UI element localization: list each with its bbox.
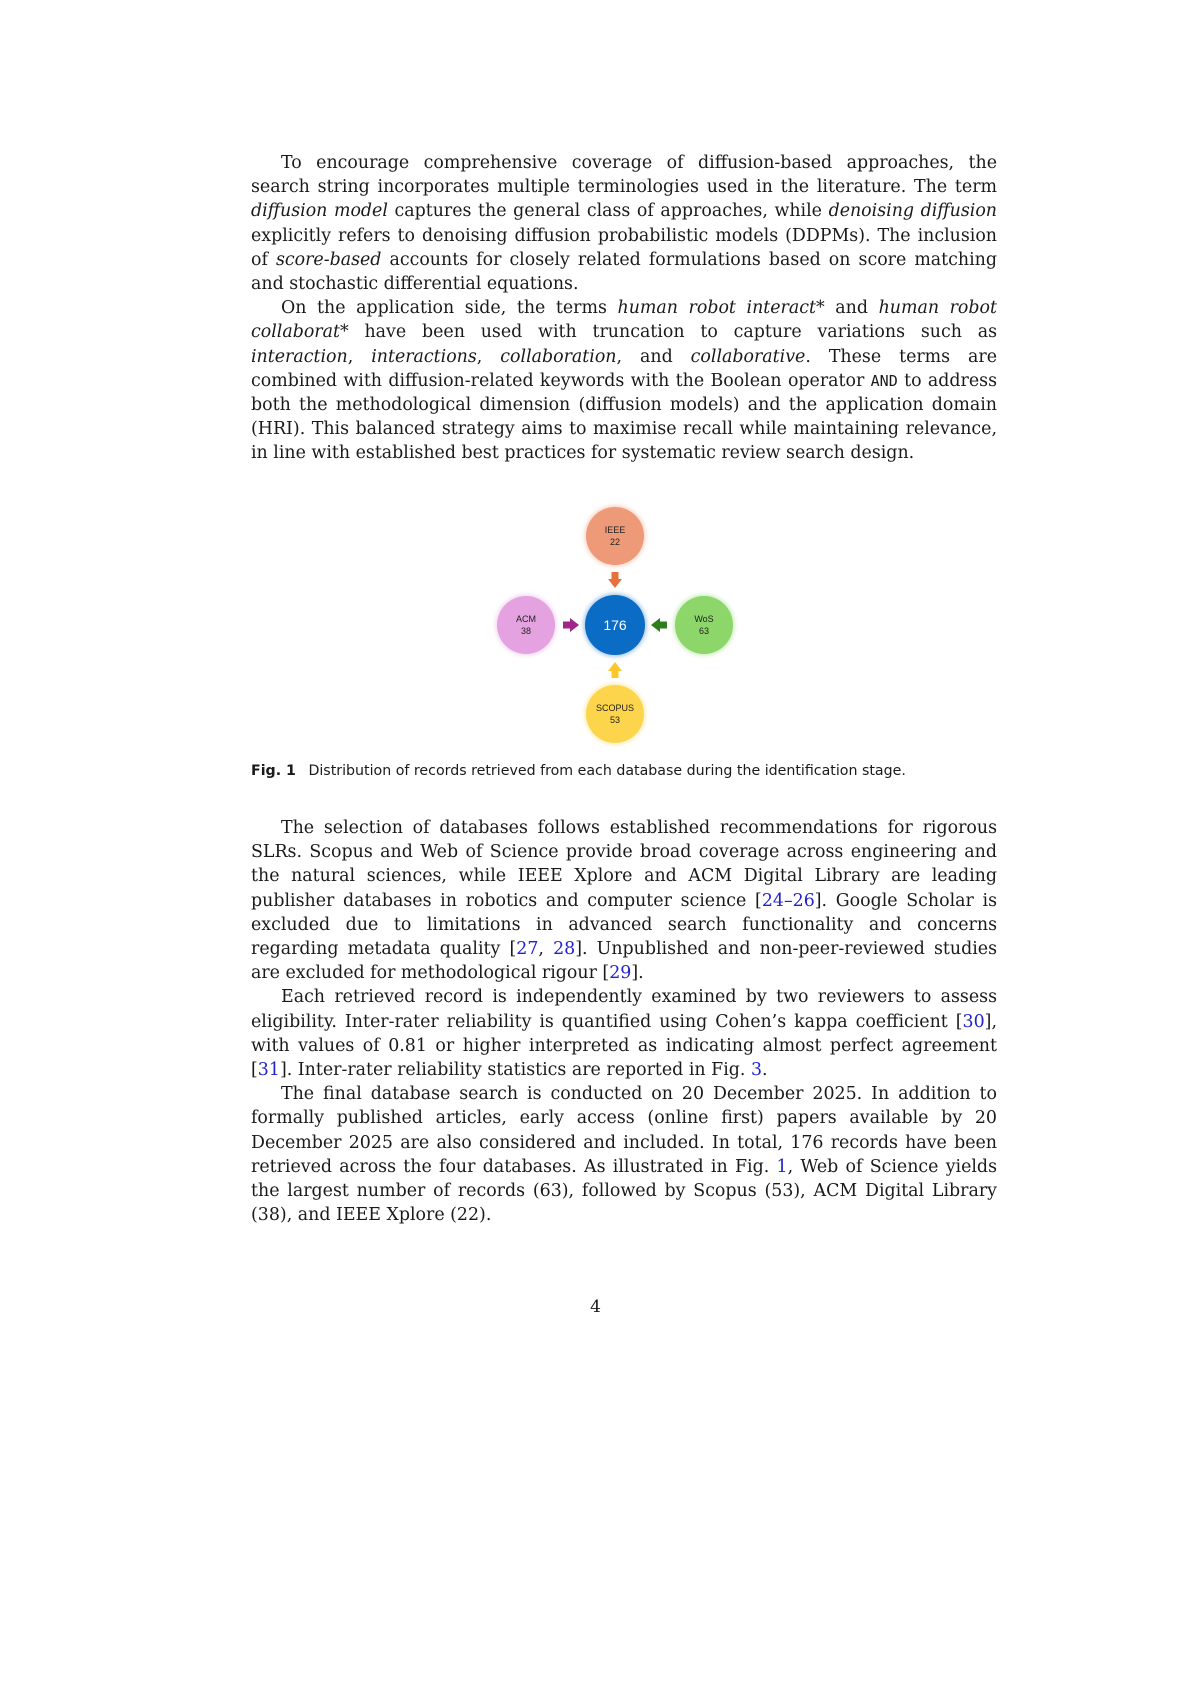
emphasis-term: diffusion model (251, 201, 388, 222)
node-circle (586, 507, 644, 565)
emphasis-term: score-based (275, 249, 382, 270)
emphasis-term: collaborative (690, 346, 806, 367)
text-segment: captures the general class of approaches, while (387, 201, 829, 222)
paragraph-final-search (251, 1082, 997, 1227)
node-name-label: SCOPUS (595, 703, 635, 713)
text-segment: The final database search is conducted on 20 December 2025. In addition to formally published articles, early access (online first) papers available by 20 December 2025 are also considered and included. In total, 176 records have been retrieved across the four databases. As illustrated in Fig. (251, 1084, 997, 1177)
emphasis-term: denoising diffusion (828, 201, 997, 222)
text-segment: ]. Unpublished and non-peer-reviewed studies are excluded for methodological rigour [ (251, 939, 998, 984)
text-segment: ], with values of 0.81 or higher interpreted as indicating almost perfect agreement [ (251, 1011, 997, 1081)
total-records-node (584, 594, 647, 657)
arrow-ieee-to-center (608, 572, 622, 588)
text-segment: On the application side, the terms (281, 298, 618, 319)
text-block-top (251, 151, 997, 466)
text-segment: ]. Inter-rater reliability statistics are reported in Fig. (279, 1060, 751, 1081)
emphasis-term: interaction (251, 346, 348, 367)
emphasis-term: interactions (371, 346, 477, 367)
citation-link[interactable]: 1 (776, 1156, 788, 1177)
figure-diagram (480, 495, 750, 755)
node-circle (675, 596, 733, 654)
text-segment: ]. Google Scholar is excluded due to limitations in advanced search functionality and concerns regarding metadata quality [ (251, 890, 997, 960)
paragraph-application-terms (251, 296, 997, 465)
database-node-acm (496, 595, 557, 656)
emphasis-term: collaboration (500, 346, 617, 367)
node-value-label: 53 (609, 715, 621, 725)
text-segment: , Web of Science yields the largest number of records (63), followed by Scopus (53), ACM Digital Library (38), and IEEE Xplore (22). (251, 1156, 997, 1226)
text-segment: , (476, 346, 501, 367)
arrow-wos-to-center (651, 618, 667, 632)
text-block-bottom (251, 816, 997, 1227)
total-records-label: 176 (603, 617, 627, 633)
citation-link[interactable]: 27 (516, 939, 539, 960)
text-segment: have been used with truncation to capture variations such as (348, 322, 997, 343)
page-number: 4 (590, 1297, 601, 1317)
text-segment: , (538, 939, 554, 960)
citation-link[interactable]: 28 (553, 939, 576, 960)
database-node-wos (674, 595, 735, 656)
citation-link[interactable]: 30 (962, 1011, 985, 1032)
node-value-label: 63 (698, 626, 710, 636)
caption-label: Fig. 1 (251, 763, 296, 779)
boolean-operator: AND (870, 371, 898, 390)
database-node-scopus (585, 684, 646, 745)
text-segment: . (762, 1060, 768, 1081)
text-segment: Each retrieved record is independently examined by two reviewers to assess eligibility. Inter-rater reliability is quantified using Cohen’s kappa coefficient [ (251, 987, 997, 1032)
text-segment: . These terms are combined with diffusion-related keywords with the Boolean operator (251, 346, 998, 391)
node-name-label: IEEE (604, 525, 626, 535)
citation-link[interactable]: 29 (609, 963, 632, 984)
text-segment: to address both the methodological dimension (diffusion models) and the application domain (HRI). This balanced strategy aims to maximise recall while maintaining relevance, in line with established best practices for systematic review search design. (251, 370, 997, 464)
text-segment: explicitly refers to denoising diffusion probabilistic models (DDPMs). The inclusion of (251, 225, 997, 270)
figure-caption (251, 762, 997, 780)
citation-link[interactable]: 31 (257, 1060, 280, 1081)
caption-text: Distribution of records retrieved from each database during the identification stage. (308, 763, 906, 779)
node-name-label: WoS (694, 614, 714, 624)
paragraph-search-string (251, 151, 997, 296)
arrow-scopus-to-center (608, 662, 622, 678)
citation-link[interactable]: 24–26 (761, 890, 815, 911)
figure-database-distribution (480, 495, 750, 755)
arrow-acm-to-center (563, 618, 579, 632)
node-circle (497, 596, 555, 654)
paragraph-reviewers (251, 985, 997, 1082)
citation-link[interactable]: 3 (750, 1060, 763, 1081)
text-segment: , (347, 346, 372, 367)
text-segment: To encourage comprehensive coverage of diffusion-based approaches, the search string incorporates multiple terminologies used in the literature. The term (251, 153, 997, 198)
node-value-label: 22 (609, 537, 621, 547)
node-circle (586, 685, 644, 743)
text-segment: ]. (631, 963, 644, 984)
text-segment: and (824, 298, 879, 319)
emphasis-term: human robot collaborat* (251, 298, 997, 343)
node-value-label: 38 (520, 626, 532, 636)
text-segment: The selection of databases follows established recommendations for rigorous SLRs. Scopus and Web of Science provide broad coverage across engineering and the natural sciences, while IEEE Xplore and ACM Digital Library are leading publisher databases in robotics and computer science [ (251, 818, 997, 911)
text-segment: accounts for closely related formulations based on score matching and stochastic differential equations. (251, 249, 998, 295)
node-name-label: ACM (516, 614, 536, 624)
database-node-ieee (585, 506, 646, 567)
emphasis-term: human robot interact* (617, 298, 825, 319)
text-segment: , and (616, 346, 691, 367)
paragraph-database-selection (251, 816, 997, 985)
